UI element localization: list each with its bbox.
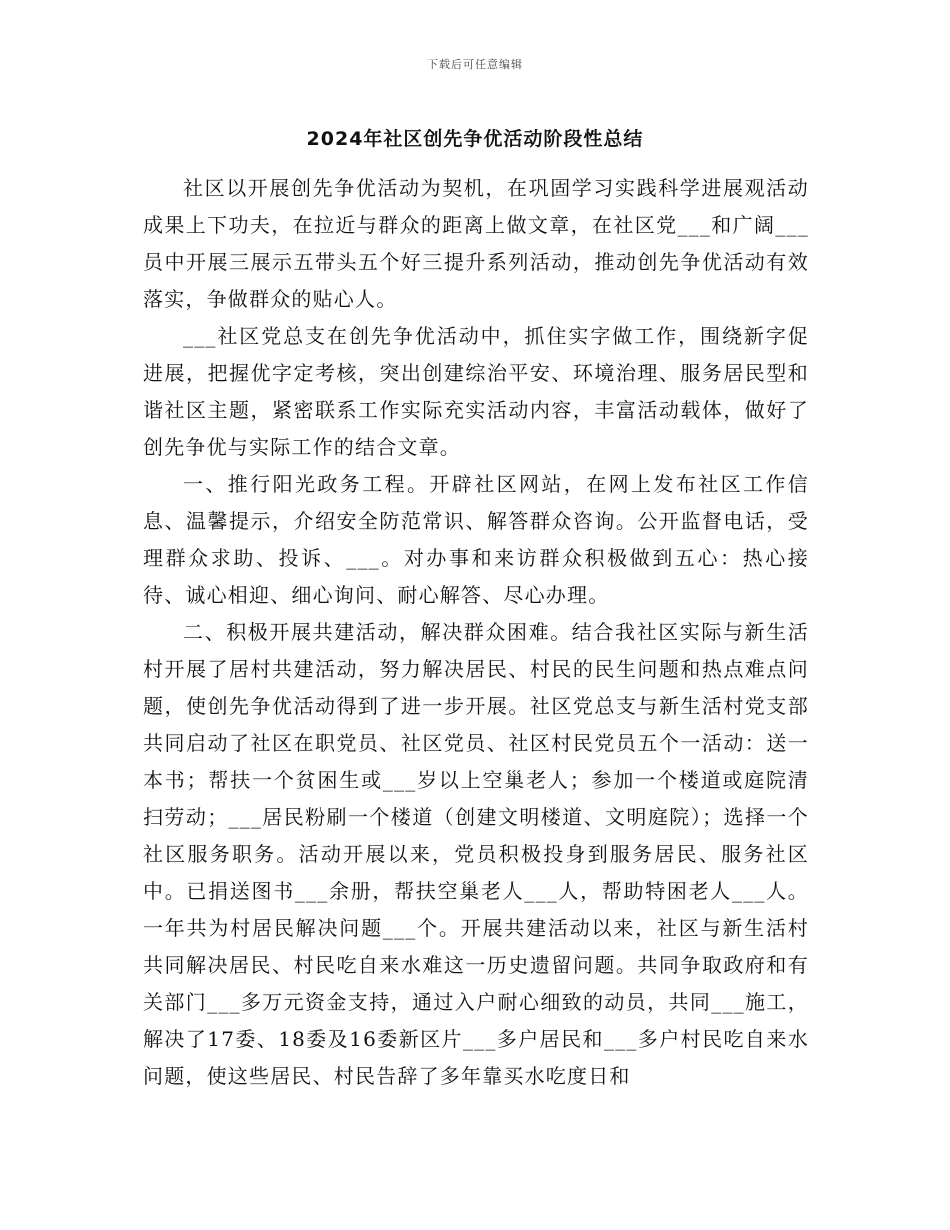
paragraph-overview: ___社区党总支在创先争优活动中，抓住实字做工作，围绕新字促进展，把握优字定考核，突出创建综治平安、环境治理、服务居民型和谐社区主题，紧密联系工作实际充实活动内容，丰富活动载体，做好了创先争优与实际工作的结合文章。: [143, 324, 809, 459]
document-title: 2024年社区创先争优活动阶段性总结: [306, 128, 644, 150]
document-body: [143, 170, 809, 1095]
page-header-note: 下载后可任意编辑: [427, 58, 523, 71]
paragraph-intro: 社区以开展创先争优活动为契机，在巩固学习实践科学进展观活动成果上下功夫，在拉近与群众的距离上做文章，在社区党___和广阔___员中开展三展示五带头五个好三提升系列活动，推动创先争优活动有效落实，争做群众的贴心人。: [143, 176, 809, 311]
paragraph-section-two: 二、积极开展共建活动，解决群众困难。结合我社区实际与新生活村开展了居村共建活动，努力解决居民、村民的民生问题和热点难点问题，使创先争优活动得到了进一步开展。社区党总支与新生活村党支部共同启动了社区在职党员、社区党员、社区村民党员五个一活动：送一本书；帮扶一个贫困生或___岁以上空巢老人；参加一个楼道或庭院清扫劳动；___居民粉刷一个楼道（创建文明楼道、文明庭院）；选择一个社区服务职务。活动开展以来，党员积极投身到服务居民、服务社区中。已捐送图书___余册，帮扶空巢老人___人，帮助特困老人___人。一年共为村居民解决问题___个。开展共建活动以来，社区与新生活村共同解决居民、村民吃自来水难这一历史遗留问题。共同争取政府和有关部门___多万元资金支持，通过入户耐心细致的动员，共同___施工，解决了17委、18委及16委新区片___多户居民和___多户村民吃自来水问题，使这些居民、村民告辞了多年靠买水吃度日和: [143, 620, 809, 1088]
paragraph-section-one: 一、推行阳光政务工程。开辟社区网站，在网上发布社区工作信息、温馨提示，介绍安全防范常识、解答群众咨询。公开监督电话，受理群众求助、投诉、___。对办事和来访群众积极做到五心：热心接待、诚心相迎、细心询问、耐心解答、尽心办理。: [143, 472, 809, 607]
